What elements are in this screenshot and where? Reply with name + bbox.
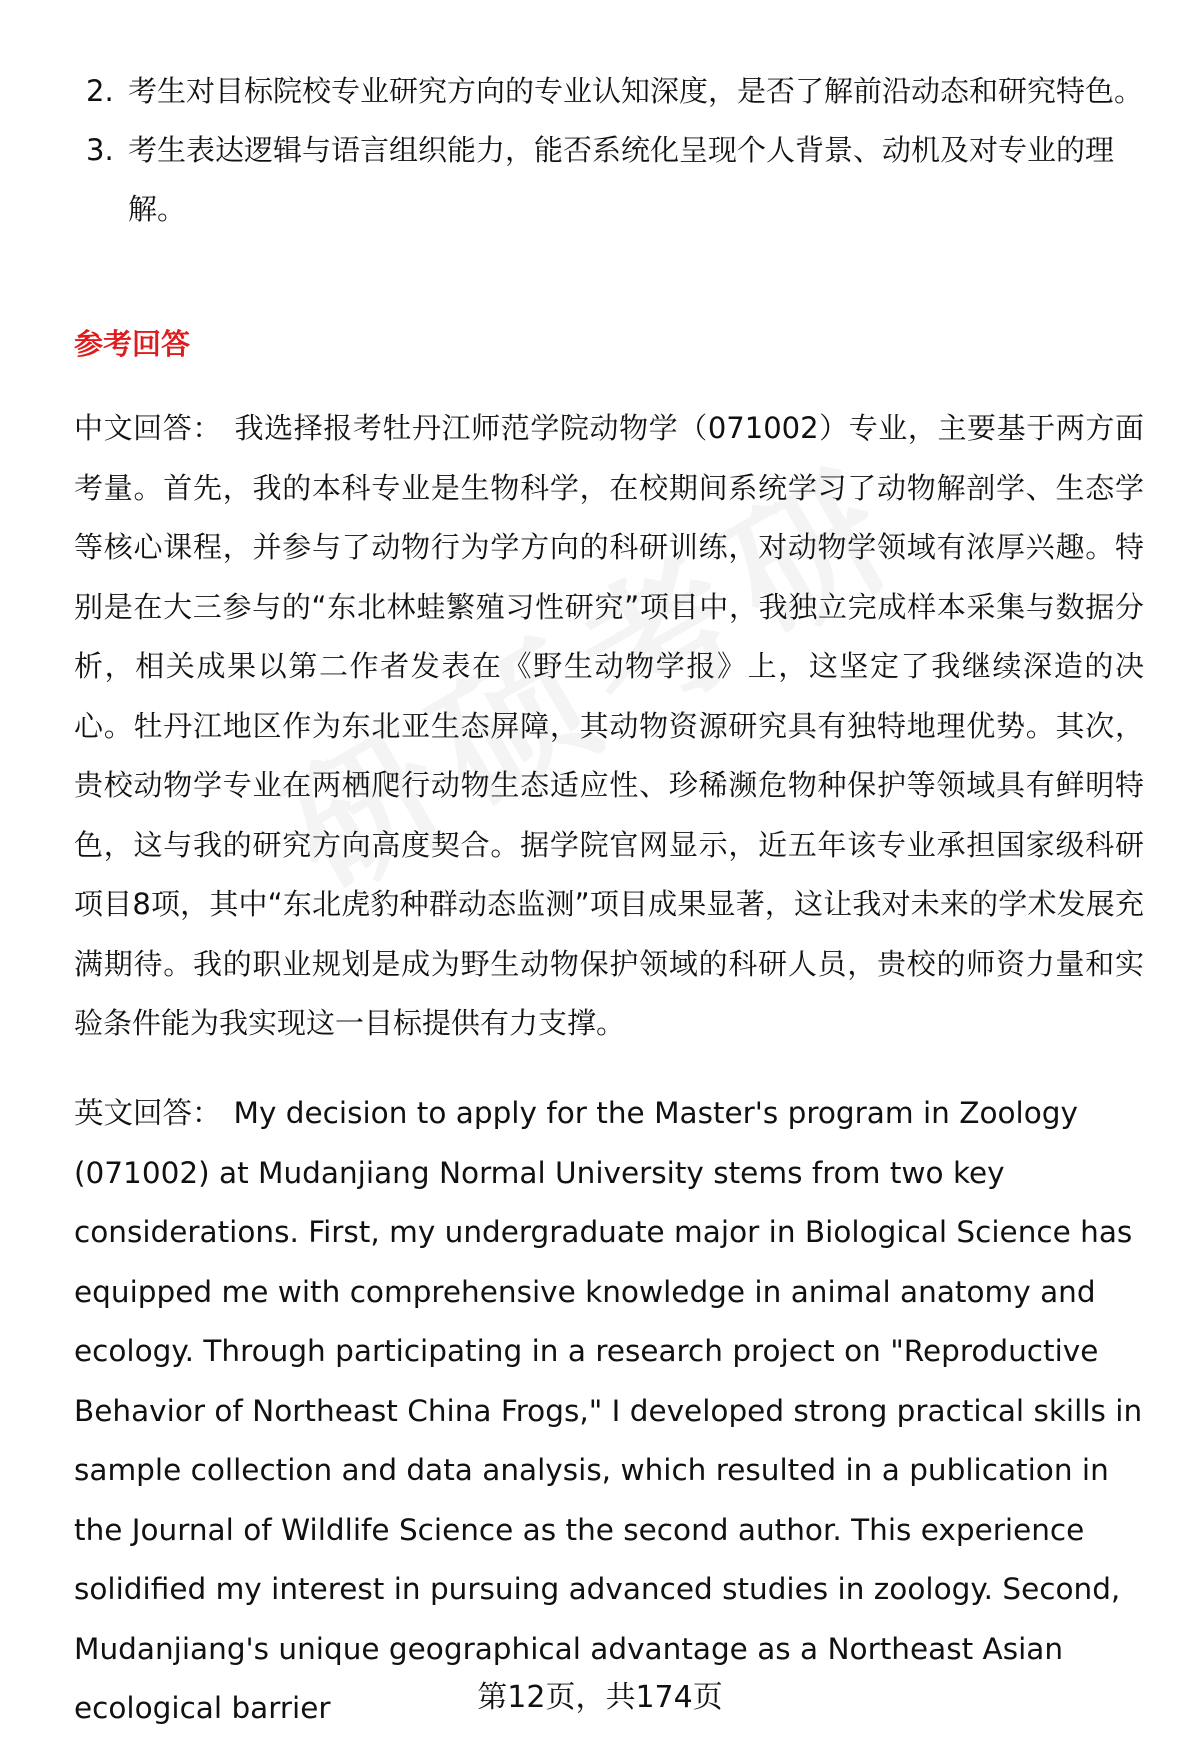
english-answer-label: 英文回答：: [74, 1096, 222, 1130]
section-title: 参考回答: [74, 327, 191, 361]
english-answer-text: My decision to apply for the Master's program in Zoology (071002) at Mudanjiang Normal University stems from two key considerations. First, my undergraduate major in Biological Science has equipped me with comprehensive knowledge in animal anatomy and ecology. Through participating in a research project on "Reproductive Behavior of Northeast China Frogs," I developed strong practical skills in sample collection and data analysis, which resulted in a publication in the Journal of Wildlife Science as the second author. This experience solidified my interest in pursuing advanced studies in zoology. Second, Mudanjiang's unique geographical advantage as a Northeast Asian ecological barrier: [74, 1096, 1143, 1725]
page-number-footer: 第12页，共174页: [477, 1680, 723, 1715]
list-item-text: 考生对目标院校专业研究方向的专业认知深度，是否了解前沿动态和研究特色。: [128, 74, 1144, 108]
chinese-answer-text: 我选择报考牡丹江师范学院动物学（071002）专业，主要基于两方面考量。首先，我的本科专业是生物科学，在校期间系统学习了动物解剖学、生态学等核心课程，并参与了动物行为学方向的科研训练，对动物学领域有浓厚兴趣。特别是在大三参与的“东北林蛙繁殖习性研究”项目中，我独立完成样本采集与数据分析，相关成果以第二作者发表在《野生动物学报》上，这坚定了我继续深造的决心。牡丹江地区作为东北亚生态屏障，其动物资源研究具有独特地理优势。其次，贵校动物学专业在两栖爬行动物生态适应性、珍稀濒危物种保护等领域具有鲜明特色，这与我的研究方向高度契合。据学院官网显示，近五年该专业承担国家级科研项目8项，其中“东北虎豹种群动态监测”项目成果显著，这让我对未来的学术发展充满期待。我的职业规划是成为野生动物保护领域的科研人员，贵校的师资力量和实验条件能为我实现这一目标提供有力支撑。: [74, 411, 1144, 1040]
english-answer-paragraph: [74, 1084, 1144, 1739]
list-item: [74, 62, 1144, 121]
chinese-answer-paragraph: [74, 399, 1144, 1054]
list-item-number: 2.: [86, 74, 114, 108]
list-item-text: 考生表达逻辑与语言组织能力，能否系统化呈现个人背景、动机及对专业的理解。: [128, 133, 1115, 226]
list-item-number: 3.: [86, 133, 114, 167]
chinese-answer-label: 中文回答：: [74, 411, 222, 445]
criteria-list: [74, 62, 1144, 239]
list-item: [74, 121, 1144, 239]
